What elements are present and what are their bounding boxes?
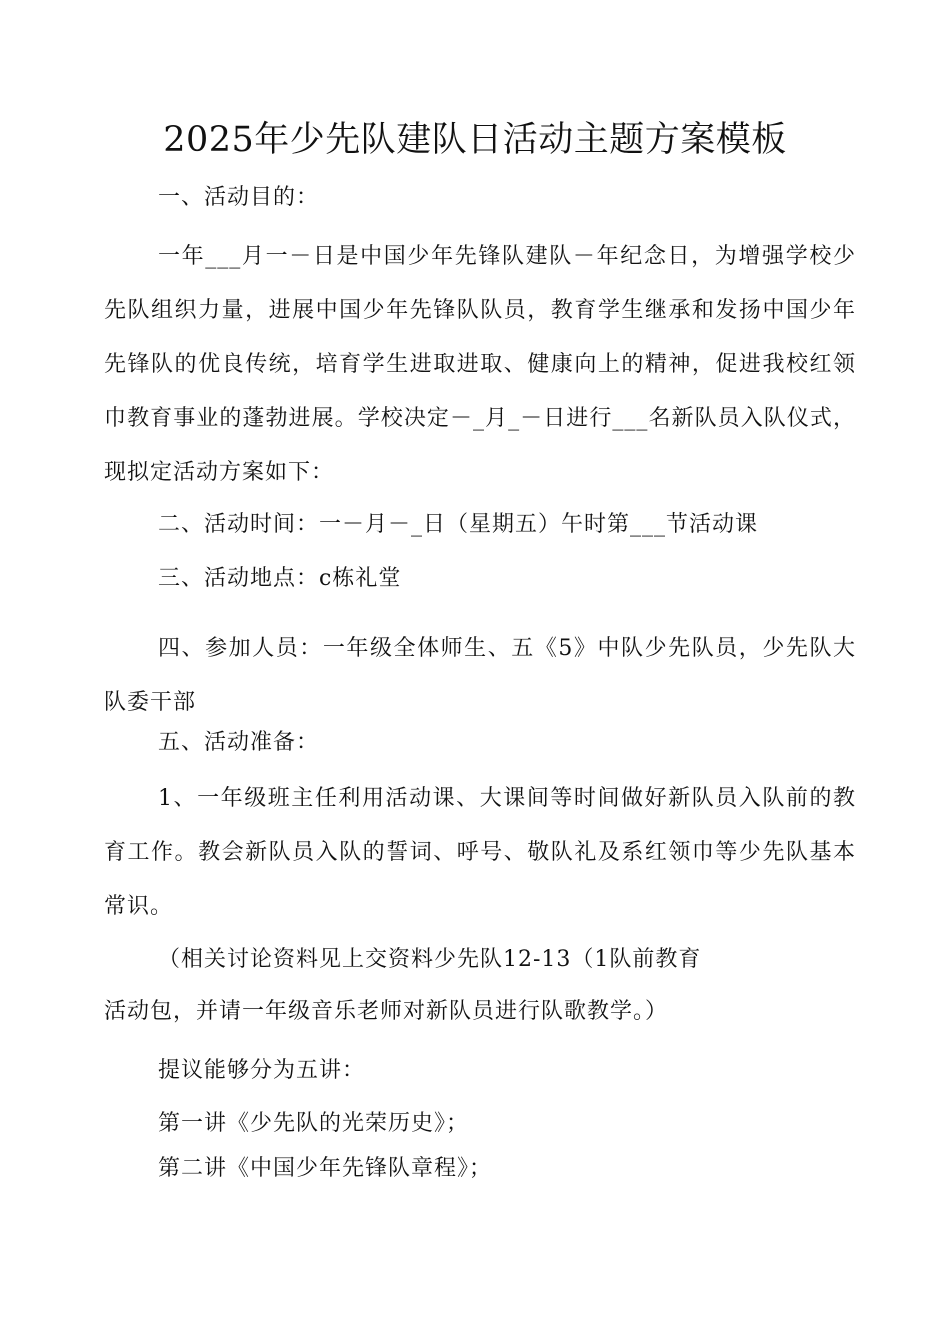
section-location: 三、活动地点：c栋礼堂 [158, 566, 402, 591]
section-heading-purpose: 一、活动目的： [158, 185, 320, 210]
lecture-2: 第二讲《中国少年先锋队章程》； [158, 1156, 493, 1181]
section-heading-preparation: 五、活动准备： [158, 730, 320, 755]
document-title: 2025年少先队建队日活动主题方案模板 [163, 120, 787, 160]
preparation-item-1: 1、一年级班主任利用活动课、大课间等时间做好新队员入队前的教育工作。教会新队员入队的誓词、呼号、敬队礼及系红领巾等少先队基本常识。 [104, 786, 856, 919]
suggestion-line: 提议能够分为五讲： [158, 1058, 366, 1083]
lecture-1: 第一讲《少先队的光荣历史》； [158, 1111, 470, 1136]
section-time: 二、活动时间：一－月－_日（星期五）午时第___节活动课 [158, 512, 759, 537]
note-line-1: （相关讨论资料见上交资料少先队12-13（1队前教育 [158, 947, 702, 972]
section-participants: 四、参加人员：一年级全体师生、五《5》中队少先队员，少先队大队委干部 [104, 636, 856, 715]
note-line-2: 活动包，并请一年级音乐老师对新队员进行队歌教学。） [104, 999, 669, 1024]
intro-paragraph: 一年___月一－日是中国少年先锋队建队－年纪念日，为增强学校少先队组织力量，进展中国少年先锋队队员，教育学生继承和发扬中国少年先锋队的优良传统，培育学生进取进取、健康向上的精神，促进我校红领巾教育事业的蓬勃进展。学校决定－_月_－日进行___名新队员入队仪式，现拟定活动方案如下： [104, 244, 856, 485]
